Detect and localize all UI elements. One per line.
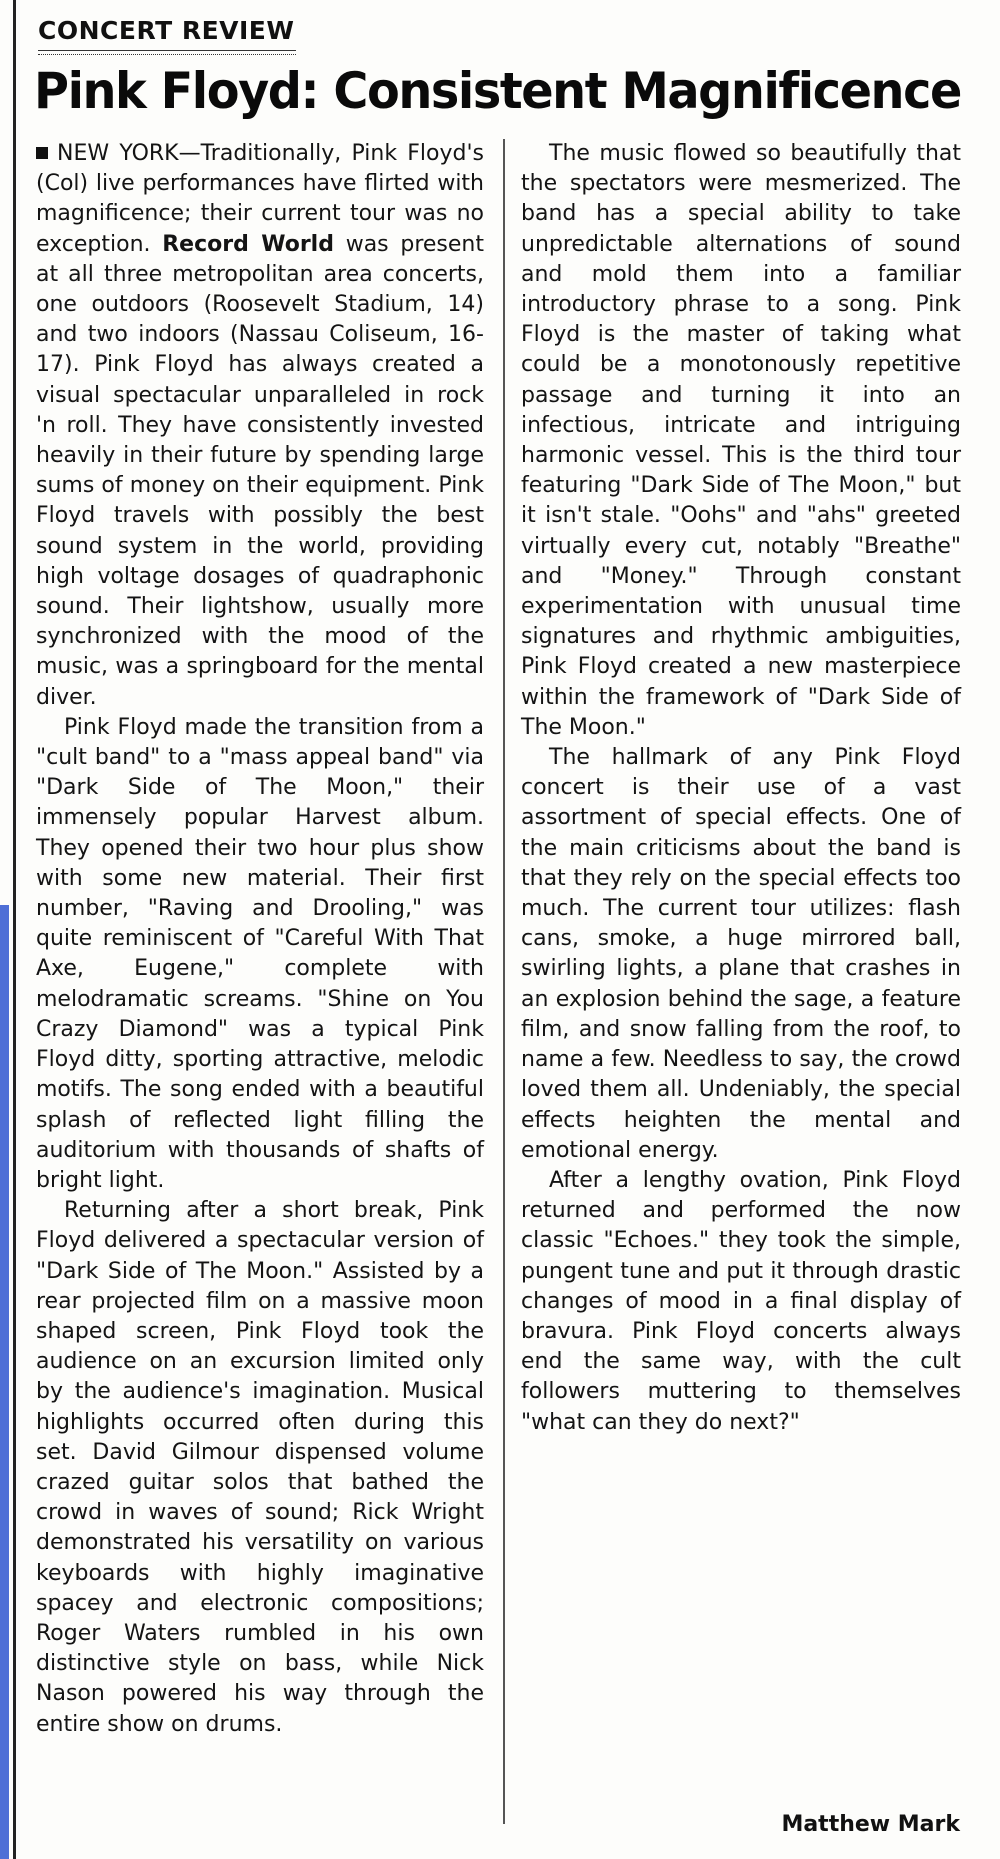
kicker-underline (38, 50, 296, 55)
byline: Matthew Mark (781, 1812, 960, 1837)
paragraph-4: The music flowed so beautifully that the spectators were mesmerized. The band has a special ability to take unpredictable alternations of sound and mold them into a familiar introductory phrase to a song. Pink Floyd is the master of taking what could be a monotonously repetitive passage and turning it into an infectious, intricate and intriguing harmonic vessel. This is the third tour featuring "Dark Side of The Moon," but it isn't stale. "Oohs" and "ahs" greeted virtually every cut, notably "Breathe" and "Money." Through constant experimentation with unusual time signatures and rhythmic ambiguities, Pink Floyd created a new masterpiece within the framework of "Dark Side of The Moon." (521, 141, 961, 740)
scan-edge (0, 905, 9, 1859)
left-border-rule (13, 0, 16, 1859)
paragraph-5: The hallmark of any Pink Floyd concert is their use of a vast assortment of special effects. One of the main criticisms about the band is that they rely on the special effects too much. The current tour utilizes: flash cans, smoke, a huge mirrored ball, swirling lights, a plane that crashes in an explosion behind the sage, a feature film, and snow falling from the roof, to name a few. Needless to say, the crowd loved them all. Undeniably, the special effects heighten the mental and emotional energy. (521, 745, 961, 1163)
bullet-icon (36, 147, 48, 159)
article-column-right (521, 139, 961, 1438)
section-kicker: CONCERT REVIEW (38, 16, 295, 45)
paragraph-2: Pink Floyd made the transition from a "cult band" to a "mass appeal band" via "Dark Side of The Moon," their immensely popular Harvest album. They opened their two hour plus show with some new material. Their first number, "Raving and Drooling," was quite reminiscent of "Careful With That Axe, Eugene," complete with melodramatic screams. "Shine on You Crazy Diamond" was a typical Pink Floyd ditty, sporting attractive, melodic motifs. The song ended with a beautiful splash of reflected light filling the auditorium with thousands of shafts of bright light. (36, 714, 484, 1193)
headline: Pink Floyd: Consistent Magnificence (34, 62, 961, 120)
article-column-left (36, 139, 484, 1740)
column-divider (503, 139, 505, 1824)
publication-name: Record World (162, 231, 334, 257)
paragraph-6: After a lengthy ovation, Pink Floyd returned and performed the now classic "Echoes." they took the simple, pungent tune and put it through drastic changes of mood in a final display of bravura. Pink Floyd concerts always end the same way, with the cult followers muttering to themselves "what can they do next?" (521, 1167, 961, 1435)
paragraph-3: Returning after a short break, Pink Floyd delivered a spectacular version of "Dark Side of The Moon." Assisted by a rear projected film on a massive moon shaped screen, Pink Floyd took the audience on an excursion limited only by the audience's imagination. Musical highlights occurred often during this set. David Gilmour dispensed volume crazed guitar solos that bathed the crowd in waves of sound; Rick Wright demonstrated his versatility on various keyboards with highly imaginative spacey and electronic compositions; Roger Waters rumbled in his own distinctive style on bass, while Nick Nason powered his way through the entire show on drums. (36, 1198, 484, 1737)
paragraph-1: NEW YORK—Traditionally, Pink Floyd's (Col) live performances have flirted with magnificence; their current tour was no exception. Record World was present at all three metropolitan area concerts, one outdoors (Roosevelt Stadium, 14) and two indoors (Nassau Coliseum, 16-17). Pink Floyd has always created a visual spectacular unparalleled in rock 'n roll. They have consistently invested heavily in their future by spending large sums of money on their equipment. Pink Floyd travels with possibly the best sound system in the world, providing high voltage dosages of quadraphonic sound. Their lightshow, usually more synchronized with the mood of the music, was a springboard for the mental diver. (36, 141, 484, 710)
